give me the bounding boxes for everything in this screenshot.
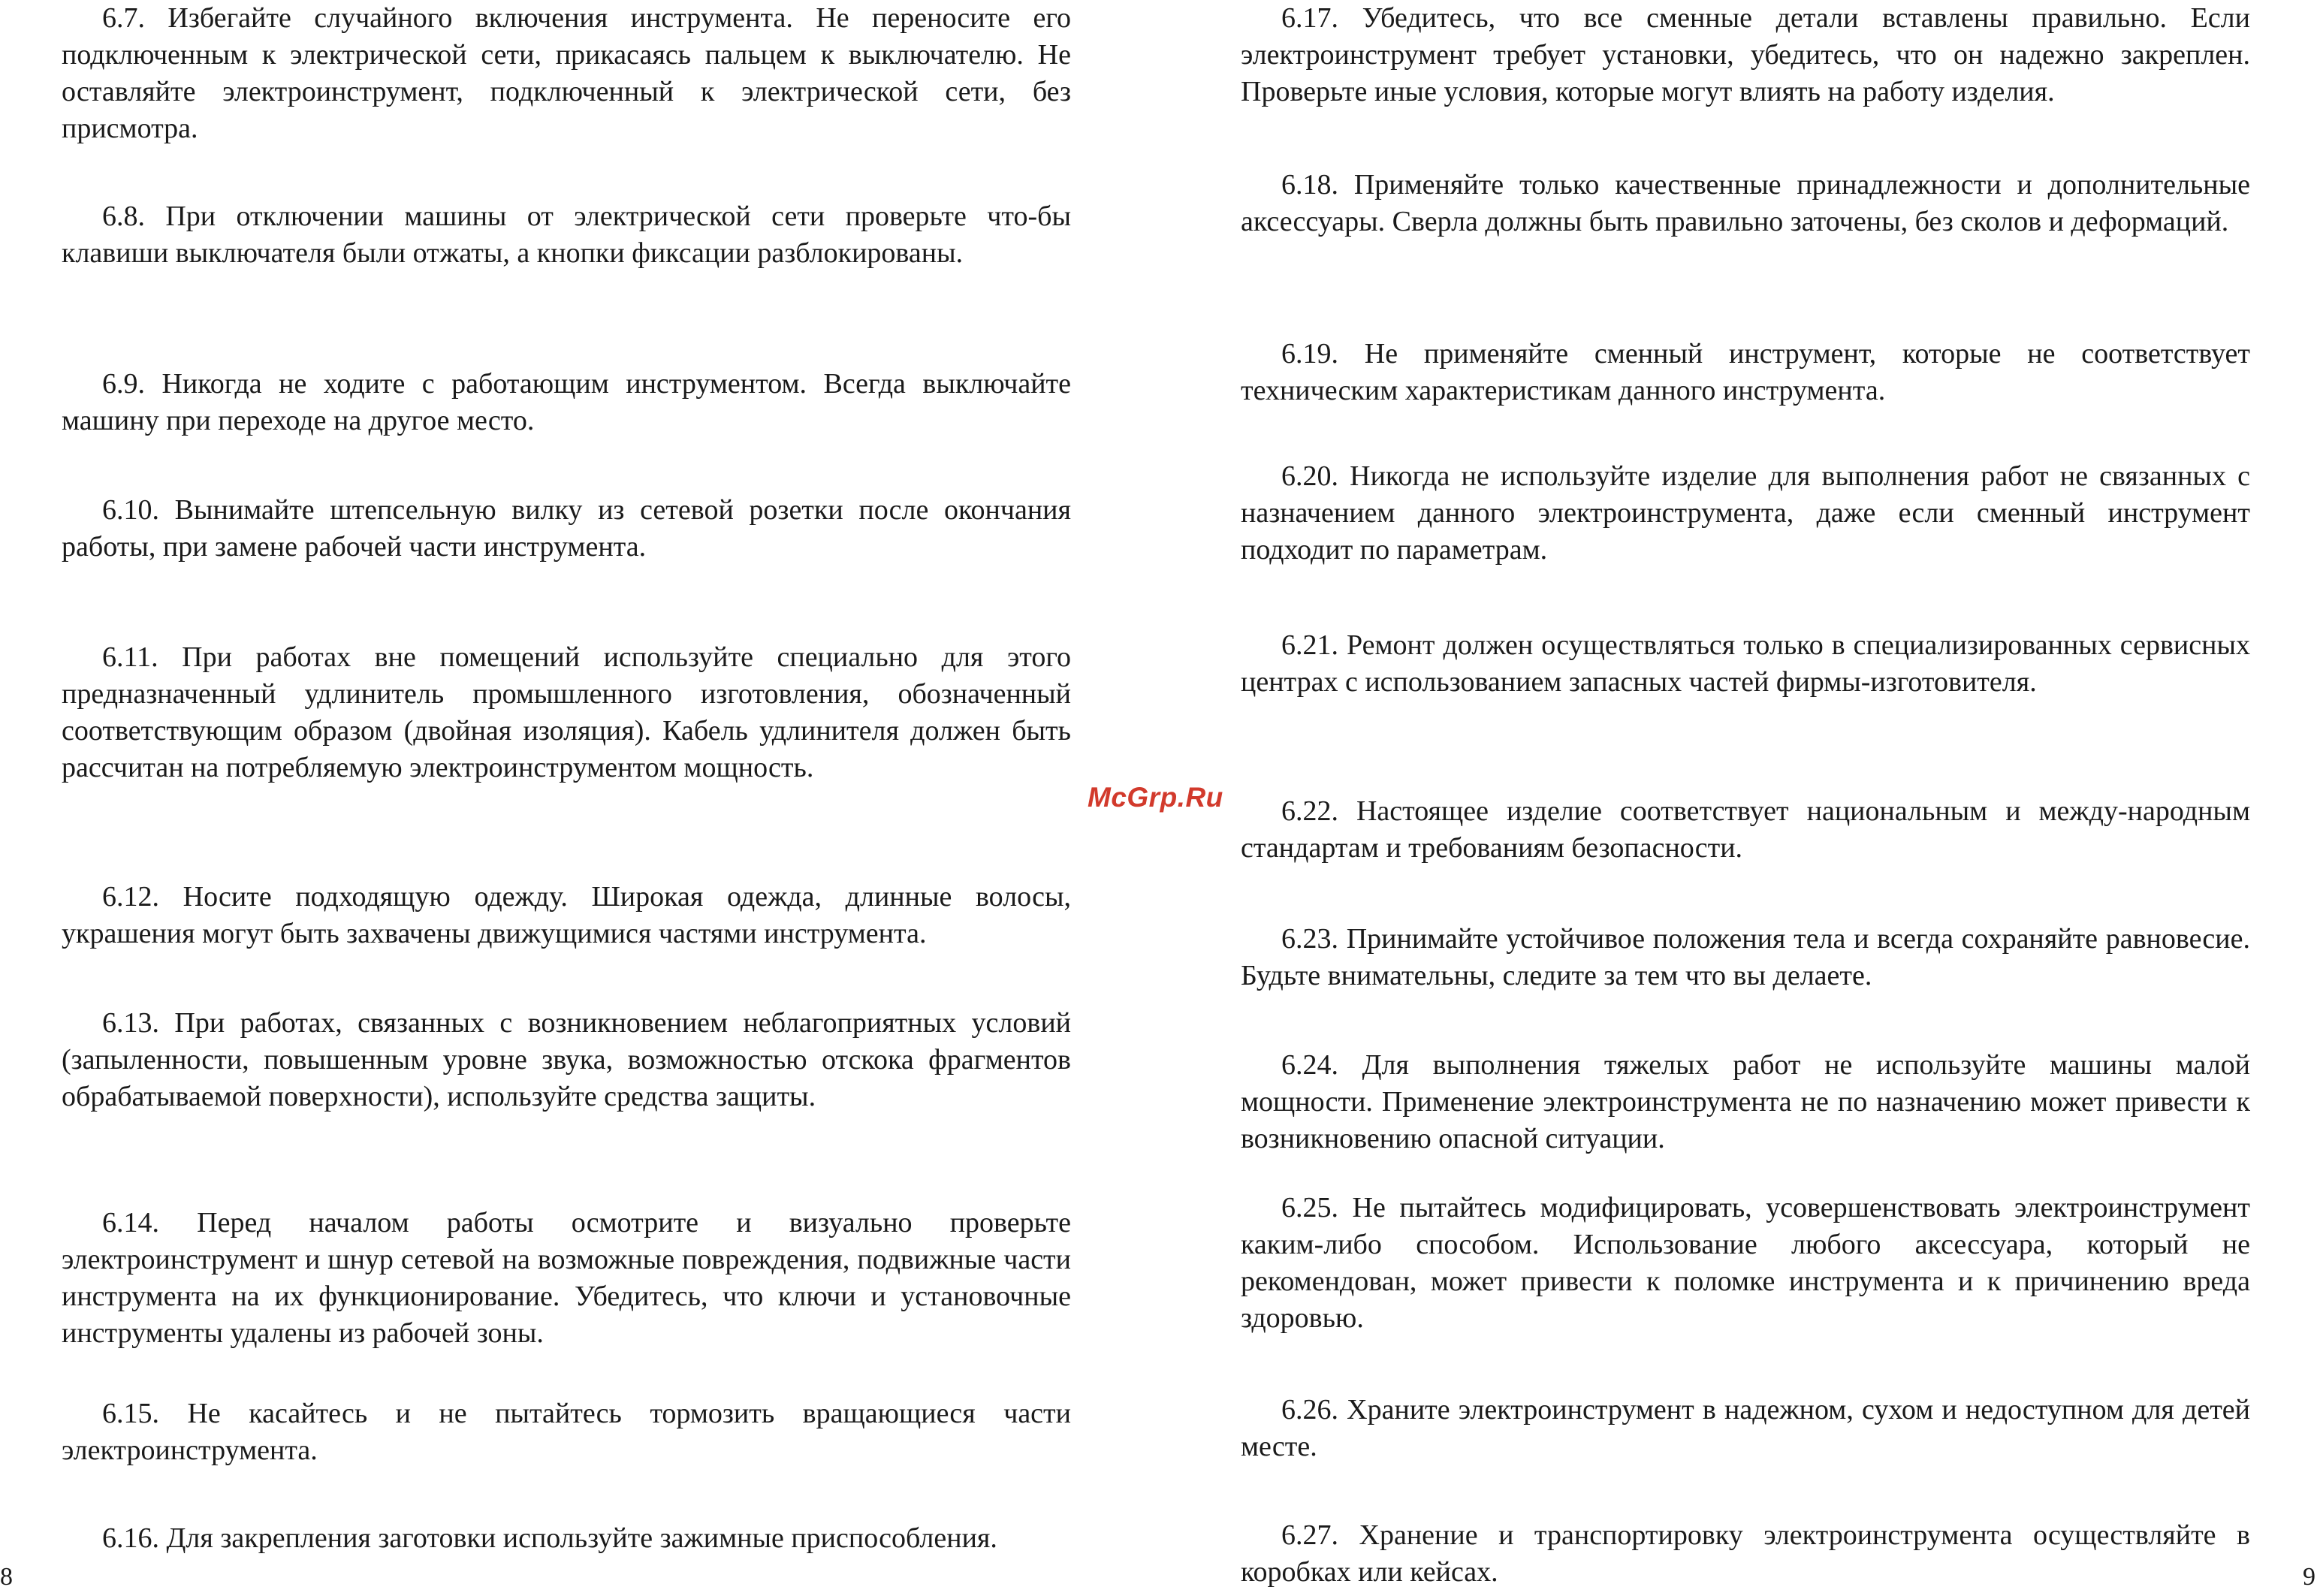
paragraph-6-24: 6.24. Для выполнения тяжелых работ не используйте машины малой мощности. Применение электроинструмента не по назначению может привести к возникновению опасной ситуации. — [1241, 1049, 2250, 1154]
paragraph-6-15: 6.15. Не касайтесь и не пытайтесь тормозить вращающиеся части электроинструмента. — [62, 1398, 1071, 1466]
paragraph-6-25: 6.25. Не пытайтесь модифицировать, усовершенствовать электроинструмент каким-либо способом. Использование любого аксессуара, который не рекомендован, может привести к поломке инструмента и к причинению вреда здоровью. — [1241, 1192, 2250, 1334]
paragraph-6-8: 6.8. При отключении машины от электрической сети проверьте что-бы клавиши выключателя были отжаты, а кнопки фиксации разблокированы. — [62, 201, 1071, 269]
paragraph-6-27: 6.27. Хранение и транспортировку электроинструмента осуществляйте в коробках или кейсах. — [1241, 1519, 2250, 1588]
paragraph-6-11: 6.11. При работах вне помещений используйте специально для этого предназначенный удлинитель промышленного изготовления, обозначенный соответствующим образом (двойная изоляция). Кабель удлинителя должен быть рассчитан на потребляемую электроинструментом мощность. — [62, 641, 1071, 783]
page-number-left: 8 — [0, 1563, 13, 1591]
paragraph-6-12: 6.12. Носите подходящую одежду. Широкая одежда, длинные волосы, украшения могут быть захвачены движущимися частями инструмента. — [62, 881, 1071, 949]
paragraph-6-23: 6.23. Принимайте устойчивое положения тела и всегда сохраняйте равновесие. Будьте внимательны, следите за тем что вы делаете. — [1241, 923, 2250, 991]
paragraph-6-18: 6.18. Применяйте только качественные принадлежности и дополнительные аксессуары. Сверла должны быть правильно заточены, без сколов и деформаций. — [1241, 169, 2250, 237]
paragraph-6-9: 6.9. Никогда не ходите с работающим инструментом. Всегда выключайте машину при переходе на другое место. — [62, 368, 1071, 436]
watermark-link[interactable]: McGrp.Ru — [1088, 782, 1223, 813]
paragraph-6-26: 6.26. Храните электроинструмент в надежном, сухом и недоступном для детей месте. — [1241, 1394, 2250, 1462]
paragraph-6-10: 6.10. Вынимайте штепсельную вилку из сетевой розетки после окончания работы, при замене рабочей части инструмента. — [62, 494, 1071, 563]
paragraph-6-22: 6.22. Настоящее изделие соответствует национальным и между-народным стандартам и требованиям безопасности. — [1241, 795, 2250, 864]
paragraph-6-7: 6.7. Избегайте случайного включения инструмента. Не переносите его подключенным к электрической сети, прикасаясь пальцем к выключателю. Не оставляйте электроинструмент, подключенный к электрической сети, без присмотра. — [62, 2, 1071, 144]
paragraph-6-20: 6.20. Никогда не используйте изделие для выполнения работ не связанных с назначением данного электроинструмента, даже если сменный инструмент подходит по параметрам. — [1241, 460, 2250, 566]
paragraph-6-14: 6.14. Перед началом работы осмотрите и визуально проверьте электроинструмент и шнур сетевой на возможные повреждения, подвижные части инструмента на их функционирование. Убедитесь, что ключи и установочные инструменты удалены из рабочей зоны. — [62, 1207, 1071, 1349]
paragraph-6-21: 6.21. Ремонт должен осуществляться только в специализированных сервисных центрах с использованием запасных частей фирмы-изготовителя. — [1241, 629, 2250, 698]
paragraph-6-17: 6.17. Убедитесь, что все сменные детали вставлены правильно. Если электроинструмент требует установки, убедитесь, что он надежно закреплен. Проверьте иные условия, которые могут влиять на работу изделия. — [1241, 2, 2250, 107]
paragraph-6-13: 6.13. При работах, связанных с возникновением неблагоприятных условий (запыленности, повышенным уровне звука, возможностью отскока фрагментов обрабатываемой поверхности), используйте средства защиты. — [62, 1007, 1071, 1112]
paragraph-6-19: 6.19. Не применяйте сменный инструмент, которые не соответствует техническим характеристикам данного инструмента. — [1241, 338, 2250, 406]
page-number-right: 9 — [2303, 1563, 2315, 1591]
paragraph-6-16: 6.16. Для закрепления заготовки используйте зажимные приспособления. — [102, 1522, 997, 1554]
